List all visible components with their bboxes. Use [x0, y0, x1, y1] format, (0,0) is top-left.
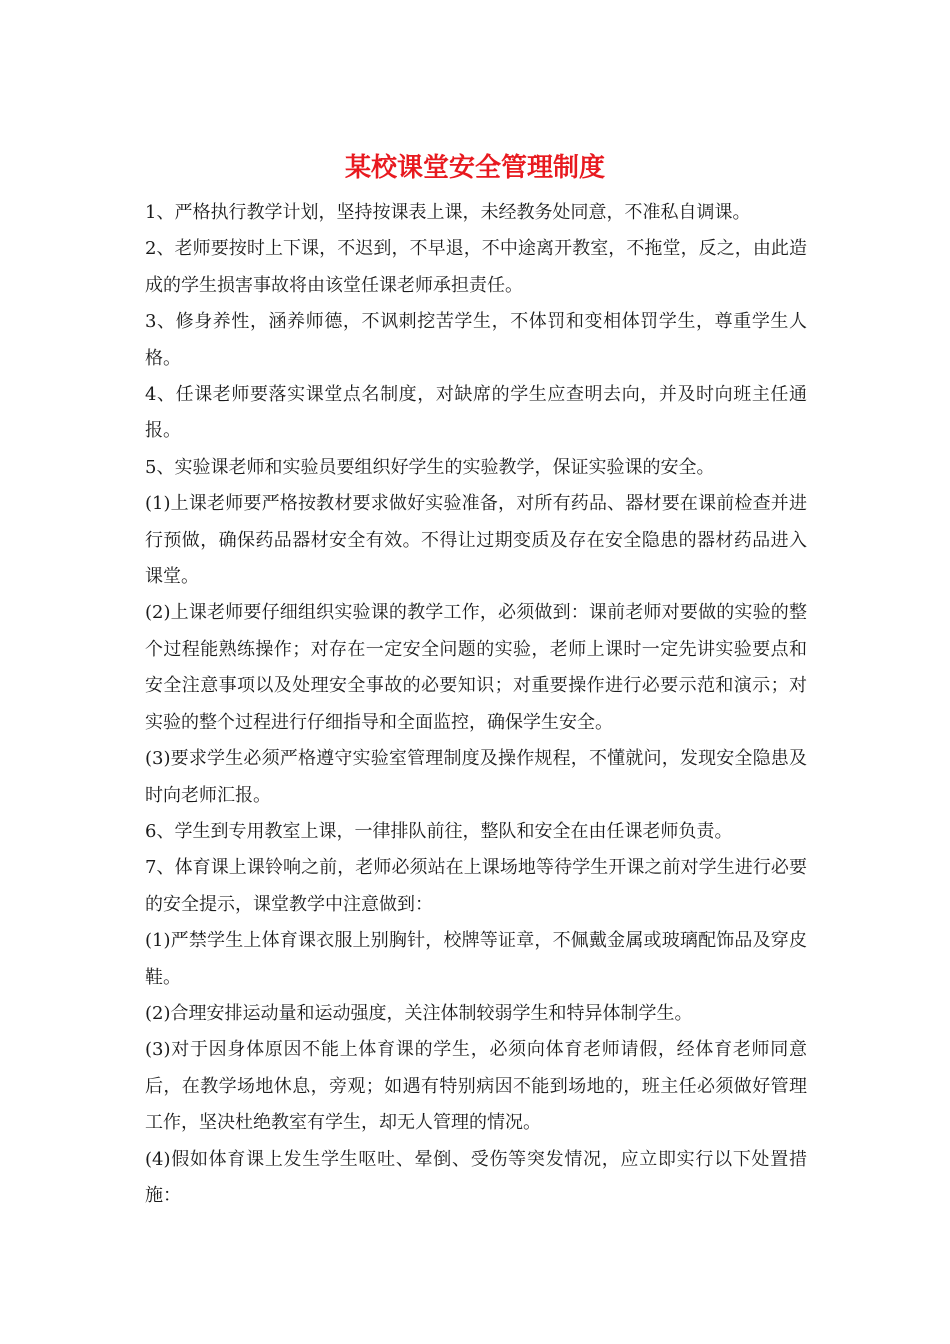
paragraph-rule-5-item-2: (2)上课老师要仔细组织实验课的教学工作，必须做到：课前老师对要做的实验的整个过程能熟练操作；对存在一定安全问题的实验，老师上课时一定先讲实验要点和安全注意事项以及处理安全事故的必要知识；对重要操作进行必要示范和演示；对实验的整个过程进行仔细指导和全面监控，确保学生安全。: [145, 602, 807, 733]
paragraph-rule-7-item-2: (2)合理安排运动量和运动强度，关注体制较弱学生和特异体制学生。: [145, 1002, 693, 1024]
paragraph-rule-1: 1、严格执行教学计划，坚持按课表上课，未经教务处同意，不准私自调课。: [145, 202, 751, 223]
paragraph-rule-5-item-3: (3)要求学生必须严格遵守实验室管理制度及操作规程，不懂就问，发现安全隐患及时向老师汇报。: [145, 748, 807, 806]
document-body: [145, 195, 807, 1214]
paragraph-rule-2: 2、老师要按时上下课，不迟到，不早退，不中途离开教室，不拖堂，反之，由此造成的学生损害事故将由该堂任课老师承担责任。: [145, 238, 807, 296]
paragraph-rule-7-item-1: (1)严禁学生上体育课衣服上别胸针，校牌等证章，不佩戴金属或玻璃配饰品及穿皮鞋。: [145, 930, 807, 988]
paragraph-rule-4: 4、任课老师要落实课堂点名制度，对缺席的学生应查明去向，并及时向班主任通报。: [145, 384, 807, 442]
paragraph-rule-5-item-1: (1)上课老师要严格按教材要求做好实验准备，对所有药品、器材要在课前检查并进行预做，确保药品器材安全有效。不得让过期变质及存在安全隐患的器材药品进入课堂。: [145, 493, 807, 588]
paragraph-rule-5: 5、实验课老师和实验员要组织好学生的实验教学，保证实验课的安全。: [145, 456, 715, 478]
document-title: 某校课堂安全管理制度: [344, 153, 605, 183]
paragraph-rule-3: 3、修身养性，涵养师德，不讽刺挖苦学生，不体罚和变相体罚学生，尊重学生人格。: [145, 311, 807, 369]
paragraph-rule-7-item-4: (4)假如体育课上发生学生呕吐、晕倒、受伤等突发情况，应立即实行以下处置措施：: [145, 1148, 807, 1206]
paragraph-rule-7-item-3: (3)对于因身体原因不能上体育课的学生，必须向体育老师请假，经体育老师同意后，在教学场地休息，旁观；如遇有特别病因不能到场地的，班主任必须做好管理工作，坚决杜绝教室有学生，却无人管理的情况。: [145, 1039, 807, 1134]
paragraph-rule-6: 6、学生到专用教室上课，一律排队前往，整队和安全在由任课老师负责。: [145, 820, 733, 842]
paragraph-rule-7: 7、体育课上课铃响之前，老师必须站在上课场地等待学生开课之前对学生进行必要的安全提示，课堂教学中注意做到：: [145, 857, 807, 915]
